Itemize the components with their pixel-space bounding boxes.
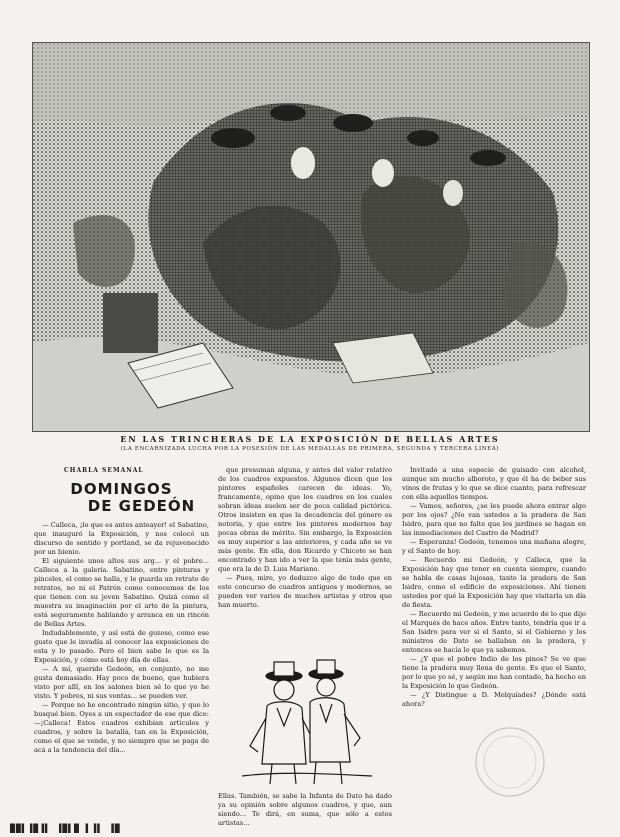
paragraph: — ¿Y que el pobre Indio de los pinos? Se ve que tiene la pradera muy llena de gente. Es que el Santo, por lo que yo sé, y según me han contado, ha hecho en la Exposición lo que Gedeón. (402, 655, 586, 690)
two-gentlemen-cartoon (222, 656, 387, 788)
article-column-2 (218, 466, 392, 610)
paragraph: Invitado a una especie de guisado con alcohol, aunque sin mucho alboroto, y que él ha de beber sus vinos de frutas y lo que se dice cuanto, para refrescar con ella aquellos tiempos. (402, 466, 586, 501)
paragraph: — Recuerdo mi Gedeón, y me acuerdo de lo que dijo el Marqués de hace años. Entre tanto, tendría que ir a San Isidro para ver si el Santo, si el Gobierno y los ministros de Dato se hallaban en la pradera, y entonces se hacía lo que ya sabemos. (402, 610, 586, 654)
article-column-2-continued: Ellas. También, se sabe la Infanta de Dato ha dado ya su opinión sobre algunos cuadros, y que, aun siendo... Te dirá, en suma, que sólo a estos artistas... (218, 792, 392, 827)
headline-line-2: DE GEDEÓN (87, 497, 196, 515)
paragraph: El siguiente unos altos sus arg... y el pobre... Calleca a la galería. Sabatino, entre pinturas y pinceles, el como se halla, y le guarda un retrato de retratos, no ni el Patrón como conocemos de los que tienen con su joven Sabatino. Quizá como el muestra su imaginación por el arte de la pintura, está seguramente hablando y arranca en un rincón de Bellas Artes. (34, 557, 209, 628)
paragraph: — Pues, mire, yo deduzco algo de todo que en este concurso de cuadros antiguos y modernos, se pueden ver varios de muchos artistas y otros que han muerto. (218, 574, 392, 609)
paragraph: — Vamos, señores, ¿se les puede ahora entrar algo por los ojos? ¿No van ustedes a la pradera de San Isidro, para que no falte que los jardines se hagan en las inmediaciones del Castro de Madrid? (402, 502, 586, 537)
footer-barcode (0, 824, 620, 837)
section-label: CHARLA SEMANAL (64, 467, 144, 474)
article-column-1 (34, 466, 209, 755)
paragraph: — ¿Y Distingue a D. Melquíades? ¿Dónde está ahora? (402, 691, 586, 708)
paragraph: que presuman alguna, y antes del valor relativo de los cuadros expuestos. Algunos dicen que los pintores españoles carecen de ideas. Yo, francamente, opino que los cuadros en los cuales sobran ideas suelen ser de poca calidad pictórica. Otros insisten en que la decadencia del género es notoria, y que entre los pintores modernos hay pocas obras de mérito. Sin embargo, la Exposición es muy superior a las anteriores, y cada año se ve más gente. En ella, don Ricardo y Chicote se han encontrado y han ido a ver la que tenía más gente, que era la de D. Luis Mariano. (218, 466, 392, 573)
paragraph: Indudablemente, y así está de gozoso, como ese gusto que le invadía al conocer las exposiciones de esta y lo pasado. Pero el bien sabe lo que es la Exposición, y cómo está hoy día de ellas. (34, 629, 209, 664)
barcode-text: ██▌▐█▐▌ ▐█▌█ ▌▐▌ ▐█ (10, 824, 121, 833)
library-stamp (470, 722, 550, 802)
trench-battle-illustration (32, 42, 590, 432)
paragraph: — Calleca, ¡lo que es antes anteayer! el Sabatino, que inauguró la Exposición, y nos colocó un discurso de sentido y portland, se da rejuvenecido por un bienio. (34, 521, 209, 556)
article-column-3 (402, 466, 586, 709)
paragraph: — Recuerdo mi Gedeón, y Calleca, que la Exposición hay que tener en cuenta siempre, cuando se habla de casas lujosas, tanto la pradera de San Isidro, como el edificio de exposiciones. Ahí tienen ustedes por qué la Exposición hay que visitarla un día de fiesta. (402, 556, 586, 609)
headline-line-1: DOMINGOS (70, 480, 173, 498)
article-headline (34, 481, 209, 515)
paragraph: — Porque no he encontrado ningún sitio, y que lo busqué bien. Oyes a un espectador de ese que dice: —¡Calleca! Estos cuadros exhibían artículos y cuadros, y sobre la batalla, tan en la Exposición, como el que se vende, y no siempre que se paga de acá a la tendencia del día... (34, 701, 209, 754)
illustration-caption: EN LAS TRINCHERAS DE LA EXPOSICIÓN DE BELLAS ARTES (120, 434, 500, 444)
illustration-subcaption: (LA ENCARNIZADA LUCHA POR LA POSESIÓN DE LAS MEDALLAS DE PRIMERA, SEGUNDA Y TERCERA LINEA) (120, 446, 500, 452)
paragraph: — Esperanza! Gedeón, tenemos una mañana alegre, y el Santo de hoy. (402, 538, 586, 555)
paragraph: — A mí, querido Gedeón, en conjunto, no me gusta demasiado. Hay poco de bueno, que hubiera visto por allí, en los salones bien sé lo que yo he visto. Y pobres, ni sus ventas... se pueden ver. (34, 665, 209, 700)
